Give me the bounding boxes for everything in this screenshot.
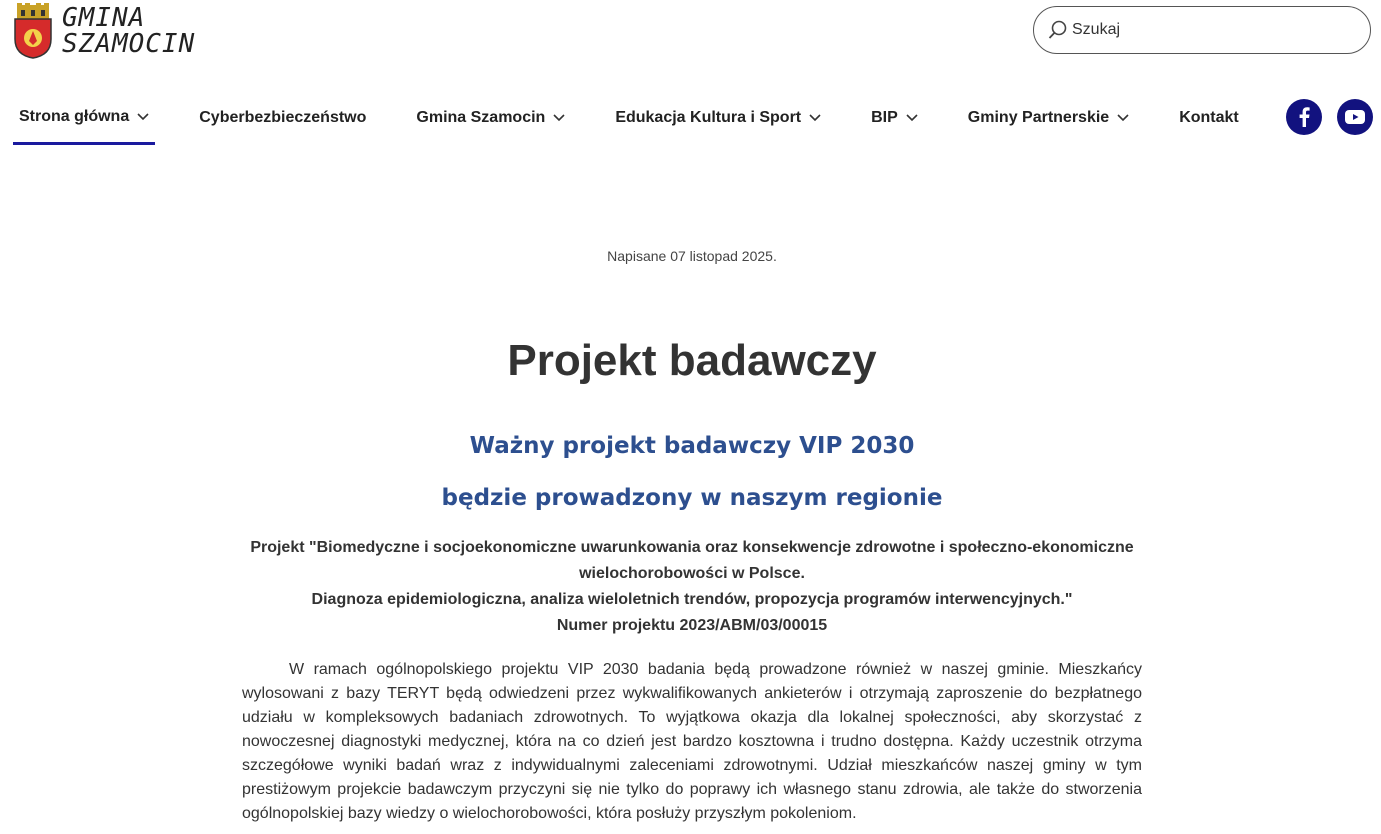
nav-label: Edukacja Kultura i Sport bbox=[615, 109, 802, 126]
article-date: Napisane 07 listopad 2025. bbox=[607, 248, 777, 264]
site-logo[interactable] bbox=[13, 3, 195, 59]
nav-label: Gminy Partnerskie bbox=[967, 109, 1110, 126]
logo-line-1: GMINA bbox=[62, 3, 146, 33]
logo-line-2: SZAMOCIN bbox=[62, 29, 196, 59]
nav-item-gminy-partnerskie[interactable] bbox=[962, 95, 1135, 141]
article-subtitle-2: będzie prowadzony w naszym regionie bbox=[441, 485, 943, 511]
search-input[interactable] bbox=[1070, 20, 1354, 40]
chevron-down-icon bbox=[1117, 114, 1129, 122]
facebook-link[interactable] bbox=[1286, 99, 1322, 135]
article-subtitle-1: Ważny projekt badawczy VIP 2030 bbox=[469, 433, 915, 459]
chevron-down-icon bbox=[906, 114, 918, 122]
nav-label: BIP bbox=[871, 109, 898, 126]
main-nav bbox=[13, 95, 1283, 145]
nav-item-bip[interactable] bbox=[865, 95, 924, 141]
nav-item-edukacja[interactable] bbox=[609, 95, 827, 141]
youtube-link[interactable] bbox=[1337, 99, 1373, 135]
nav-label: Gmina Szamocin bbox=[416, 109, 546, 126]
coat-of-arms-icon bbox=[13, 3, 53, 59]
chevron-down-icon bbox=[553, 114, 565, 122]
nav-label: Cyberbezbieczeństwo bbox=[199, 109, 367, 126]
search-icon bbox=[1048, 20, 1068, 40]
nav-item-strona-glowna[interactable] bbox=[13, 95, 155, 145]
nav-item-cyberbezpieczenstwo[interactable] bbox=[193, 95, 372, 141]
project-name: Projekt "Biomedyczne i socjoekonomiczne uwarunkowania oraz konsekwencje zdrowotne i społeczno-ekonomiczne wielochorobowości w Polsce. bbox=[250, 539, 1134, 582]
youtube-icon bbox=[1345, 110, 1365, 124]
nav-label: Strona główna bbox=[19, 107, 130, 125]
chevron-down-icon bbox=[809, 114, 821, 122]
logo-text bbox=[62, 5, 195, 57]
nav-item-gmina-szamocin[interactable] bbox=[410, 95, 571, 141]
article-body: W ramach ogólnopolskiego projektu VIP 2030 badania będą prowadzone również w naszej gminie. Mieszkańcy wylosowani z bazy TERYT będą odwiedzeni przez wykwalifikowanych ankieterów i otrzymają zaproszenie do bezpłatnego udziału w kompleksowych badaniach zdrowotnych. To wyjątkowa okazja dla lokalnej społeczności, aby skorzystać z nowoczesnej diagnostyki medycznej, która na co dzień jest bardzo kosztowna i trudno dostępna. Każdy uczestnik otrzyma szczegółowe wyniki badań wraz z indywidualnymi zaleceniami zdrowotnymi. Udział mieszkańców naszej gminy w tym prestiżowym projekcie badawczym przyczyni się nie tylko do poprawy ich własnego stanu zdrowia, ale także do stworzenia ogólnopolskiej bazy wiedzy o wielochorobowości, która posłuży przyszłym pokoleniom. bbox=[242, 661, 1142, 822]
facebook-icon bbox=[1298, 107, 1310, 127]
page-title: Projekt badawczy bbox=[507, 336, 877, 385]
project-number: Numer projektu 2023/ABM/03/00015 bbox=[556, 617, 828, 634]
search-box[interactable] bbox=[1033, 6, 1371, 54]
project-info bbox=[242, 535, 1142, 639]
project-description: Diagnoza epidemiologiczna, analiza wieloletnich trendów, propozycja programów interwencyjnych." bbox=[311, 591, 1073, 608]
nav-item-kontakt[interactable] bbox=[1173, 95, 1245, 141]
chevron-down-icon bbox=[137, 113, 149, 121]
nav-label: Kontakt bbox=[1179, 109, 1239, 126]
